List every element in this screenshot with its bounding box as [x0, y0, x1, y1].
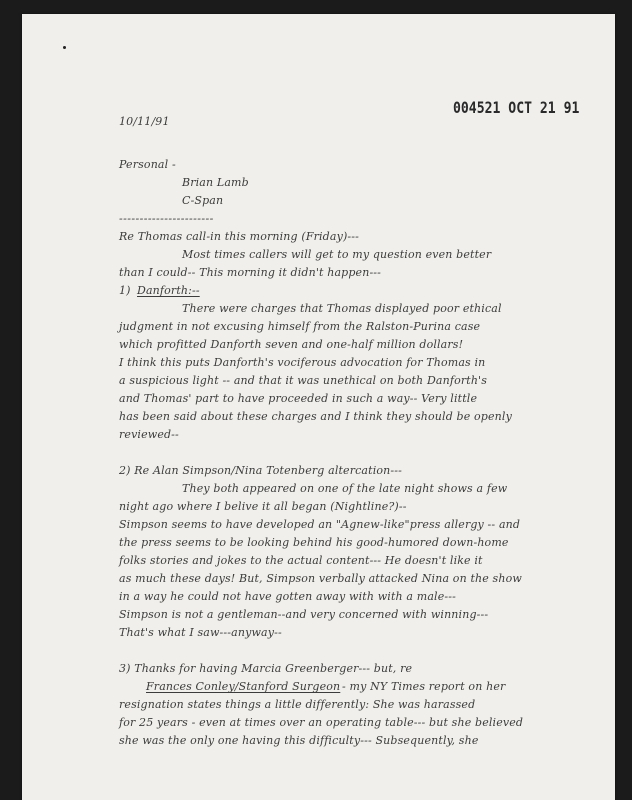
receipt-stamp: 004521 OCT 21 91	[453, 98, 580, 117]
punch-mark	[63, 46, 66, 49]
body-line: as much these days! But, Simpson verbally attacked Nina on the show	[119, 572, 522, 585]
body-line: a suspicious light -- and that it was unethical on both Danforth's	[119, 374, 488, 387]
recipient-org: C-Span	[182, 194, 224, 207]
recipient-name: Brian Lamb	[182, 176, 249, 189]
section1-number: 1)	[119, 284, 131, 297]
section3-subject-rest: - my NY Times report on her	[342, 680, 506, 693]
body-line: for 25 years - even at times over an operating table--- but she believed	[119, 716, 524, 729]
section2-heading: 2) Re Alan Simpson/Nina Totenberg altercation---	[119, 464, 402, 477]
subject-line: Re Thomas call-in this morning (Friday)---	[119, 230, 359, 243]
body-line: Simpson seems to have developed an "Agnew-like"press allergy -- and	[119, 518, 521, 531]
body-line: resignation states things a little differently: She was harassed	[119, 698, 476, 711]
body-line: reviewed--	[119, 428, 179, 441]
body-line: in a way he could not have gotten away with with a male---	[119, 590, 456, 603]
intro-line: Most times callers will get to my question even better	[182, 248, 492, 261]
section1-heading: Danforth:--	[137, 284, 200, 297]
body-line: folks stories and jokes to the actual content--- He doesn't like it	[119, 554, 483, 567]
body-line: has been said about these charges and I think they should be openly	[119, 410, 512, 423]
body-line: I think this puts Danforth's vociferous advocation for Thomas in	[119, 356, 486, 369]
divider-line: -----------------------	[119, 212, 214, 225]
body-line: which profitted Danforth seven and one-half million dollars!	[119, 338, 464, 351]
body-line: There were charges that Thomas displayed poor ethical	[182, 302, 502, 315]
section3-subject: Frances Conley/Stanford Surgeon	[146, 680, 341, 693]
body-line: Simpson is not a gentleman--and very concerned with winning---	[119, 608, 489, 621]
intro-line: than I could-- This morning it didn't happen---	[119, 266, 382, 279]
body-line: They both appeared on one of the late night shows a few	[182, 482, 508, 495]
body-line: night ago where I belive it all began (Nightline?)--	[119, 500, 407, 513]
body-line: judgment in not excusing himself from the Ralston-Purina case	[119, 320, 481, 333]
body-line: That's what I saw---anyway--	[119, 626, 282, 639]
body-line: and Thomas' part to have proceeded in such a way-- Very little	[119, 392, 478, 405]
body-line: she was the only one having this difficulty--- Subsequently, she	[119, 734, 479, 747]
personal-label: Personal -	[119, 158, 176, 171]
section3-heading: 3) Thanks for having Marcia Greenberger--- but, re	[119, 662, 413, 675]
body-line: the press seems to be looking behind his good-humored down-home	[119, 536, 509, 549]
letter-date: 10/11/91	[119, 115, 170, 128]
letter-page	[22, 14, 615, 800]
